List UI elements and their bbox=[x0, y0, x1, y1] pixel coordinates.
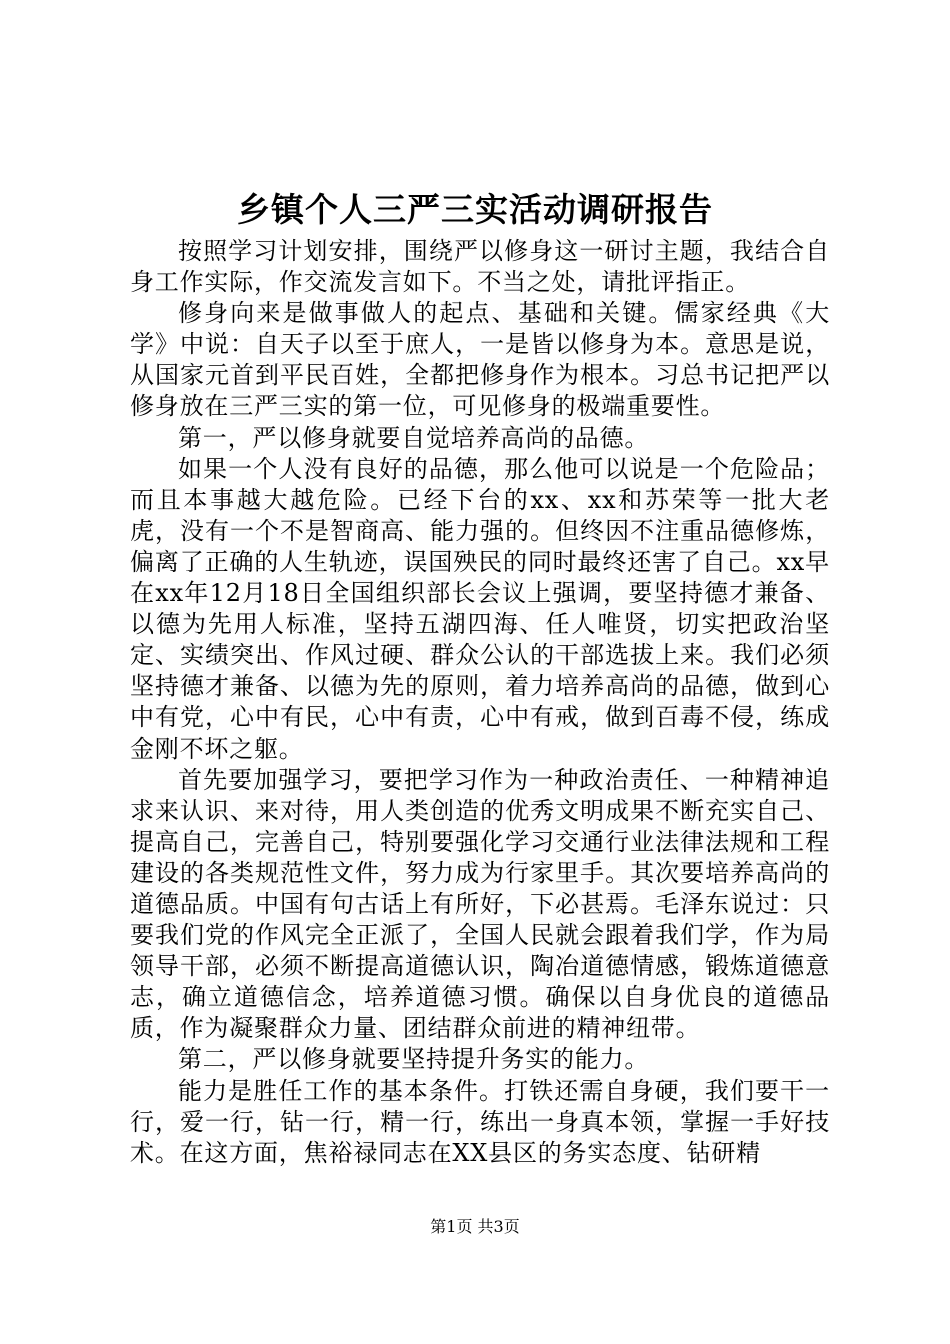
paragraph: 修身向来是做事做人的起点、基础和关键。儒家经典《大学》中说：自天子以至于庶人，一是皆以修身为本。意思是说，从国家元首到平民百姓，全都把修身作为根本。习总书记把严以修身放在三严三实的第一位，可见修身的极端重要性。 bbox=[130, 299, 830, 421]
document-body bbox=[130, 236, 830, 1169]
paragraph: 按照学习计划安排，围绕严以修身这一研讨主题，我结合自身工作实际，作交流发言如下。不当之处，请批评指正。 bbox=[130, 237, 830, 297]
page-footer: 第1页 共3页 bbox=[430, 1217, 520, 1236]
document-title: 乡镇个人三严三实活动调研报告 bbox=[237, 190, 713, 229]
paragraph: 如果一个人没有良好的品德，那么他可以说是一个危险品；而且本事越大越危险。已经下台的xx、xx和苏荣等一批大老虎，没有一个不是智商高、能力强的。但终因不注重品德修炼，偏离了正确的人生轨迹，误国殃民的同时最终还害了自己。xx早在xx年12月18日全国组织部长会议上强调，要坚持德才兼备、以德为先用人标准，坚持五湖四海、任人唯贤，切实把政治坚定、实绩突出、作风过硬、群众公认的干部选拔上来。我们必须坚持德才兼备、以德为先的原则，着力培养高尚的品德，做到心中有党，心中有民，心中有责，心中有戒，做到百毒不侵，练成金刚不坏之躯。 bbox=[130, 454, 830, 763]
paragraph: 能力是胜任工作的基本条件。打铁还需自身硬，我们要干一行，爱一行，钻一行，精一行，练出一身真本领，掌握一手好技术。在这方面，焦裕禄同志在XX县区的务实态度、钻研精 bbox=[130, 1076, 830, 1167]
section-heading: 第二，严以修身就要坚持提升务实的能力。 bbox=[178, 1045, 650, 1074]
section-heading: 第一，严以修身就要自觉培养高尚的品德。 bbox=[178, 423, 650, 452]
paragraph: 首先要加强学习，要把学习作为一种政治责任、一种精神追求来认识、来对待，用人类创造的优秀文明成果不断充实自己、提高自己，完善自己，特别要强化学习交通行业法律法规和工程建设的各类规范性文件，努力成为行家里手。其次要培养高尚的道德品质。中国有句古话上有所好，下必甚焉。毛泽东说过：只要我们党的作风完全正派了，全国人民就会跟着我们学，作为局领导干部，必须不断提高道德认识，陶冶道德情感，锻炼道德意志，确立道德信念，培养道德习惯。确保以自身优良的道德品质，作为凝聚群众力量、团结群众前进的精神纽带。 bbox=[130, 765, 830, 1043]
